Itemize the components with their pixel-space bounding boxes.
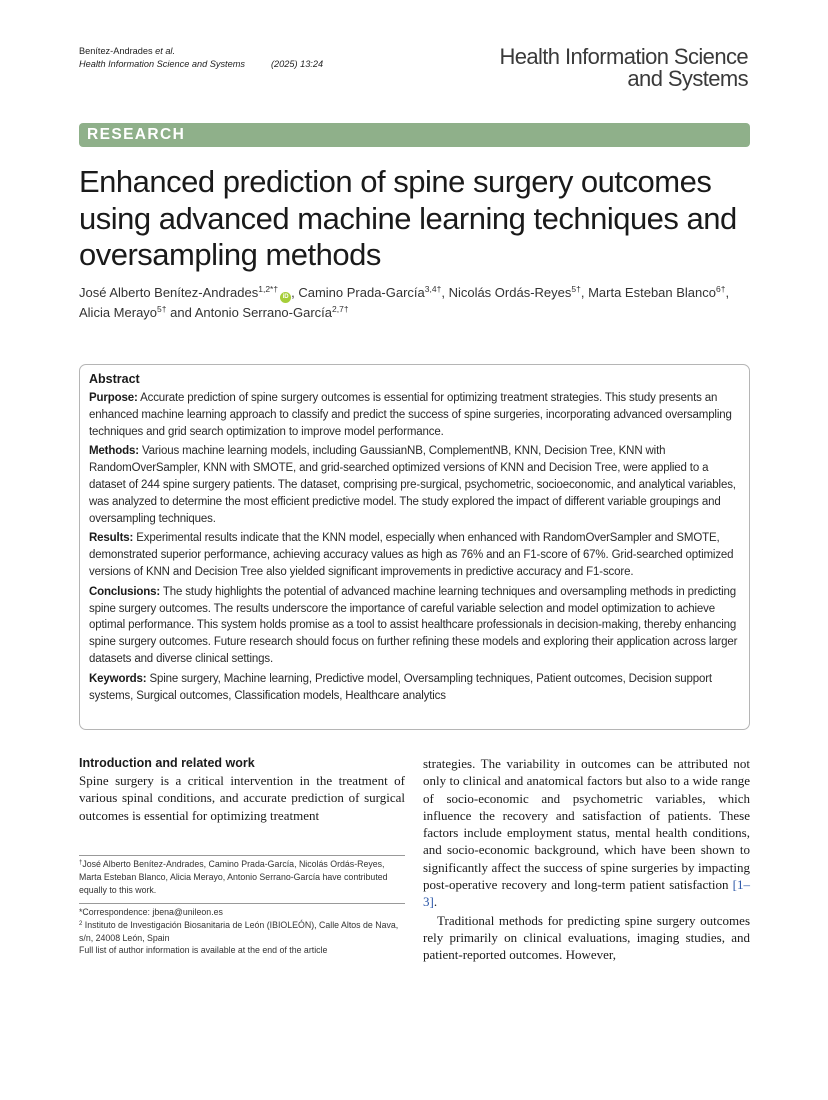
citation-link[interactable]: [1–3] (423, 877, 750, 910)
methods-label: Methods: (89, 445, 139, 458)
footnote-equal-contribution (79, 858, 405, 896)
author-name: José Alberto Benítez-Andrades (79, 285, 259, 300)
full-list-note: Full list of author information is available at the end of the article (79, 945, 328, 956)
author-name: Marta Esteban Blanco (588, 285, 716, 300)
author-name: Camino Prada-García (298, 285, 425, 300)
author-name: Alicia Merayo (79, 305, 158, 320)
header-etal: et al. (155, 46, 176, 56)
correspondence-email[interactable]: jbena@unileon.es (152, 907, 223, 917)
footnote-divider (79, 855, 405, 856)
article-type-label: RESEARCH (87, 126, 186, 143)
conclusions-label: Conclusions: (89, 585, 161, 598)
abstract-results (89, 530, 741, 580)
article-title: Enhanced prediction of spine surgery outcomes using advanced machine learning techniques and oversampling methods (79, 164, 737, 272)
journal-logo-text (499, 46, 748, 90)
abstract-purpose (89, 390, 741, 440)
abstract-methods (89, 443, 741, 527)
author-sep: , (291, 285, 299, 300)
author-affil: 1,2*† (258, 284, 279, 294)
keywords-text: Spine surgery, Machine learning, Predictive model, Oversampling techniques, Patient outcomes, Decision support systems, Surgical outcomes, Classification models, Healthcare analytics (89, 672, 712, 702)
dagger-mark: † (79, 860, 83, 866)
abstract-box (79, 364, 750, 730)
author-sep: , (725, 285, 730, 300)
purpose-label: Purpose: (89, 392, 138, 404)
header-author: Benítez-Andrades (79, 46, 153, 56)
author-sep: , (441, 285, 449, 300)
footnote-divider (79, 903, 405, 904)
author-affil: 3,4† (424, 284, 442, 294)
affiliation-text: Instituto de Investigación Biosanitaria de León (IBIOLEÓN), Calle Altos de Nava, s/n, 24008 León, Spain (79, 919, 399, 943)
author-sep: and (166, 305, 195, 320)
intro-paragraph-continued: strategies. The variability in outcomes can be attributed not only to clinical and anatomical factors but also to a wide range of socio-economic and psychometric variables, which influence the recovery and satisfaction of patients. These factors include employment status, mental health conditions, and socio-economic background, which have been shown to significantly affect the success of spine surgeries by impacting post-operative recovery and long-term patient satisfaction [1–3]. (423, 756, 750, 910)
orcid-icon[interactable]: iD (280, 292, 291, 303)
running-header (79, 45, 323, 71)
journal-brand-line1: Health Information Science (499, 44, 748, 69)
abstract-keywords (89, 671, 741, 705)
author-sep: , (580, 285, 589, 300)
body-right-column (423, 755, 750, 964)
abstract-conclusions (89, 584, 741, 668)
body-left-column (79, 755, 405, 824)
header-journal: Health Information Science and Systems (79, 59, 245, 69)
conclusions-text: The study highlights the potential of advanced machine learning techniques and oversampling methods in predicting spine surgery outcomes. The results underscore the importance of careful variable selection and model optimization to achieve optimal performance. This system holds promise as a tool to assist healthcare professionals in decision-making, thereby enhancing spine surgery outcomes. Future research should focus on further refining these models and exploring their application across larger datasets and diverse clinical settings. (89, 585, 738, 665)
intro-paragraph-2: Traditional methods for predicting spine surgery outcomes rely primarily on clinical evaluations, imaging studies, and patient-reported outcomes. However, (423, 912, 750, 963)
keywords-label: Keywords: (89, 672, 147, 685)
journal-brand-line2: and Systems (627, 66, 748, 91)
article-type-banner (79, 123, 750, 147)
results-label: Results: (89, 532, 134, 545)
methods-text: Various machine learning models, including GaussianNB, ComplementNB, KNN, Decision Tree, KNN with RandomOverSampler, KNN with SMOTE, and grid-searched optimized versions of KNN and Decision Tree, were applied to a dataset of 244 spine surgery patients. The dataset, comprising pre-surgical, psychometric, socioeconomic, and analytical variables, was analyzed to determine the most efficient predictive model. The study explored the impact of different variable groupings and oversampling techniques. (89, 445, 736, 525)
affiliation-number: 2 (79, 920, 83, 927)
header-volume: (2025) 13:24 (270, 59, 324, 69)
author-name: Antonio Serrano-García (194, 305, 332, 320)
footnote-correspondence (79, 906, 405, 957)
results-text: Experimental results indicate that the KNN model, especially when enhanced with RandomOverSampler and SMOTE, demonstrated superior performance, achieving accuracy values as high as 76% and an F1-score of 67%. Grid-searched optimized versions of KNN and Decision Tree also yielded significant improvements in predictive accuracy and F1-score. (89, 532, 734, 578)
intro-paragraph-start: Spine surgery is a critical intervention in the treatment of various spinal conditions, and accurate prediction of surgical outcomes is essential for optimizing treatment (79, 773, 405, 823)
abstract-heading: Abstract (89, 372, 140, 386)
equal-contribution-text: José Alberto Benítez-Andrades, Camino Prada-García, Nicolás Ordás-Reyes, Marta Esteban Blanco, Alicia Merayo, Antonio Serrano-García have contributed equally to this work. (79, 859, 388, 895)
section-heading: Introduction and related work (79, 756, 255, 770)
purpose-text: Accurate prediction of spine surgery outcomes is essential for optimizing treatment strategies. This study presents an enhanced machine learning approach to classify and predict the success of spine surgeries, incorporating advanced oversampling techniques and grid search optimization to improve model performance. (89, 392, 732, 438)
author-name: Nicolás Ordás-Reyes (448, 285, 572, 300)
author-affil: 5† (571, 284, 581, 294)
author-affil: 2,7† (332, 304, 349, 314)
author-affil: 5† (157, 304, 167, 314)
author-affil: 6† (716, 284, 726, 294)
author-list (79, 283, 759, 323)
intro-continued-text: strategies. The variability in outcomes can be attributed not only to clinical and anatomical factors but also to a wide range of socio-economic and psychometric variables, which influence the recovery and satisfaction of patients. These factors include employment status, mental health conditions, and socio-economic background, which have been shown to significantly affect the success of spine surgeries by impacting post-operative recovery and long-term patient satisfaction (423, 756, 750, 893)
correspondence-label: *Correspondence: (79, 907, 150, 917)
